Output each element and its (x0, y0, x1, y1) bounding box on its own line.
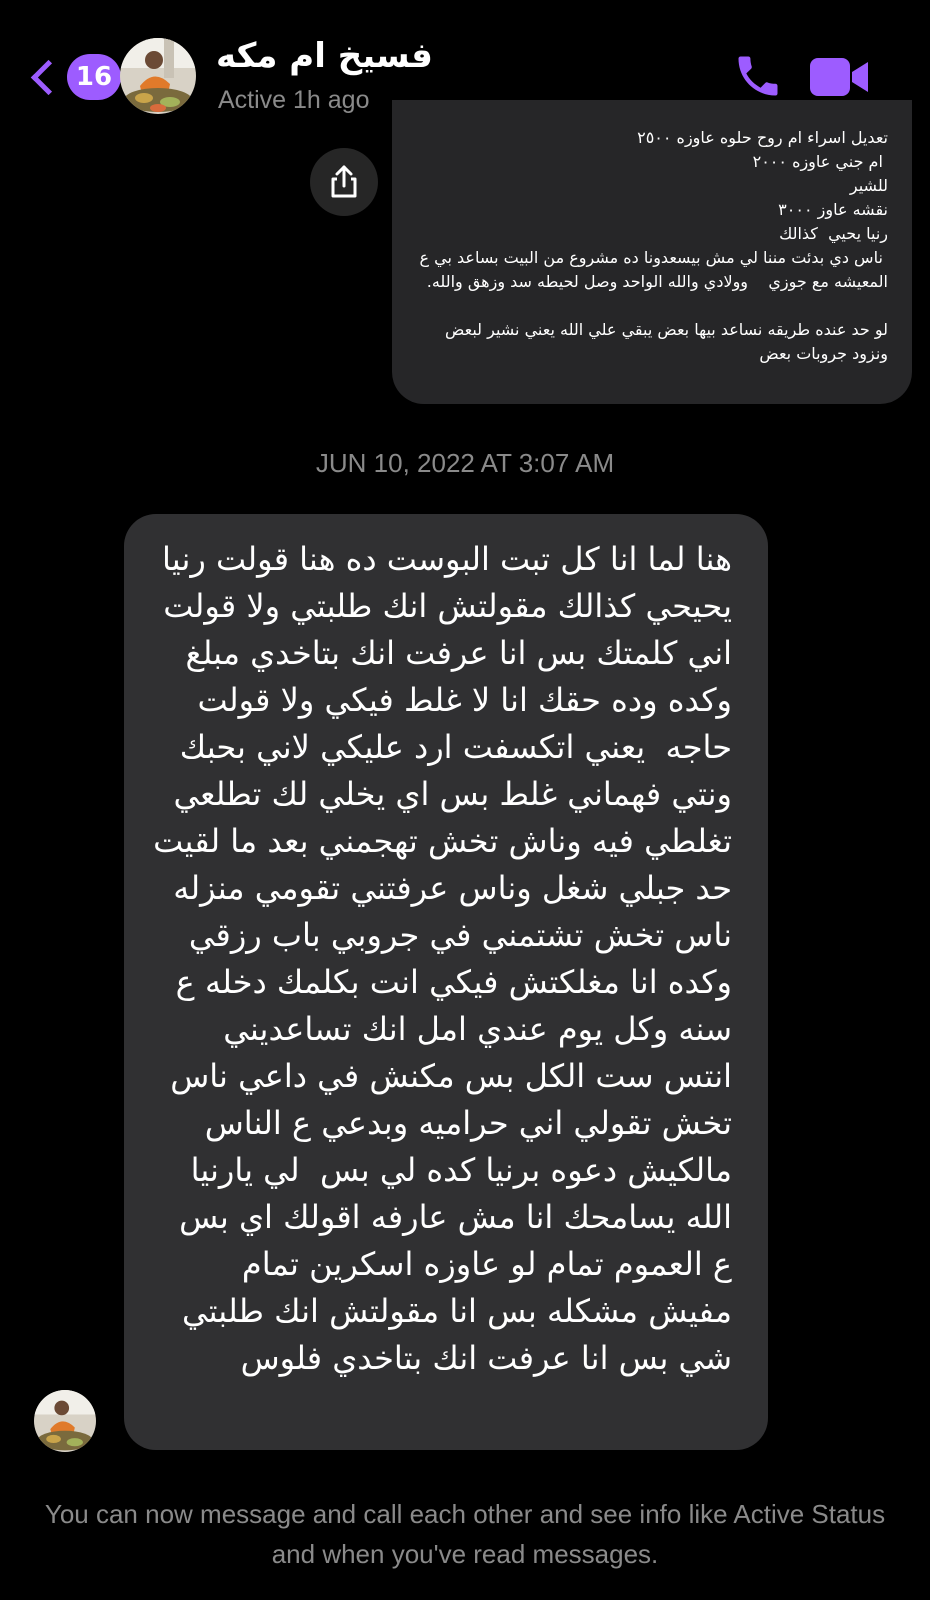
share-icon (327, 164, 361, 200)
message-timestamp: JUN 10, 2022 AT 3:07 AM (315, 448, 615, 478)
active-status: Active 1h ago (218, 86, 370, 114)
contact-avatar[interactable] (120, 38, 196, 114)
chevron-left-icon (31, 59, 66, 94)
phone-icon[interactable] (732, 50, 784, 102)
message-bubble-incoming[interactable] (124, 514, 768, 1450)
message-bubble-outgoing[interactable] (392, 100, 912, 404)
back-button[interactable] (26, 52, 121, 102)
message-text: هنا لما انا كل تبت البوست ده هنا قولت رنيا يحيحي كذالك مقولتش انك طلبتي ولا قولت اني كلمتك بس انا عرفت انك بتاخدي مبلغ وكده وده حقك انا لا غلط فيكي ولا قولت حاجه يعني اتكسفت ارد عليكي لاني بحبك ونتي فهماني غلط بس اي يخلي لك تطلعي تغلطي فيه وناش تخش تهجمني بعد ما لقيت حد جبلي شغل وناس عرفتني تقومي منزله ناس تخش تشتمني في جروبي باب رزقي وكده انا مغلكتش فيكي انت بكلمك دخله ع سنه وكل يوم عندي امل انك تساعديني انتس ست الكل بس مكنش في داعي ناس تخش تقولي اني حراميه وبدعي ع الناس مالكيش دعوه برنيا كده لي بس لي يارنيا الله يسامحك انا مش عارفه اقولك اي بس ع العموم تمام لو عاوزه اسكرين تمام مفيش مشكله بس انا مقولتش انك طلبتي شي بس انا عرفت انك بتاخدي فلوس (142, 540, 732, 1377)
info-notice: You can now message and call each other and see info like Active Status and when you've read messages. (44, 1499, 886, 1569)
share-button[interactable] (310, 148, 378, 216)
unread-count-badge: 16 (67, 54, 121, 100)
video-camera-icon[interactable] (808, 54, 870, 100)
sender-avatar[interactable] (34, 1390, 96, 1452)
message-text: تعديل اسراء ام روح حلوه عاوزه ٢٥٠٠ ام جني عاوزه ٢٠٠٠ للشير نقشه عاوز ٣٠٠٠ رنيا يحيي كذالك ناس دي بدئت مننا لي مش بيسعدونا ده مشروع من البيت بساعد بي ع المعيشه مع جوزي وولادي والله الواحد وصل لحيطه سد وزهق والله. لو حد عنده طريقه نساعد بيها بعض يبقي علي الله يعني نشير لبعض ونزود جروبات بعض (419, 128, 888, 363)
contact-name[interactable]: فسيخ ام مكه (216, 36, 433, 76)
